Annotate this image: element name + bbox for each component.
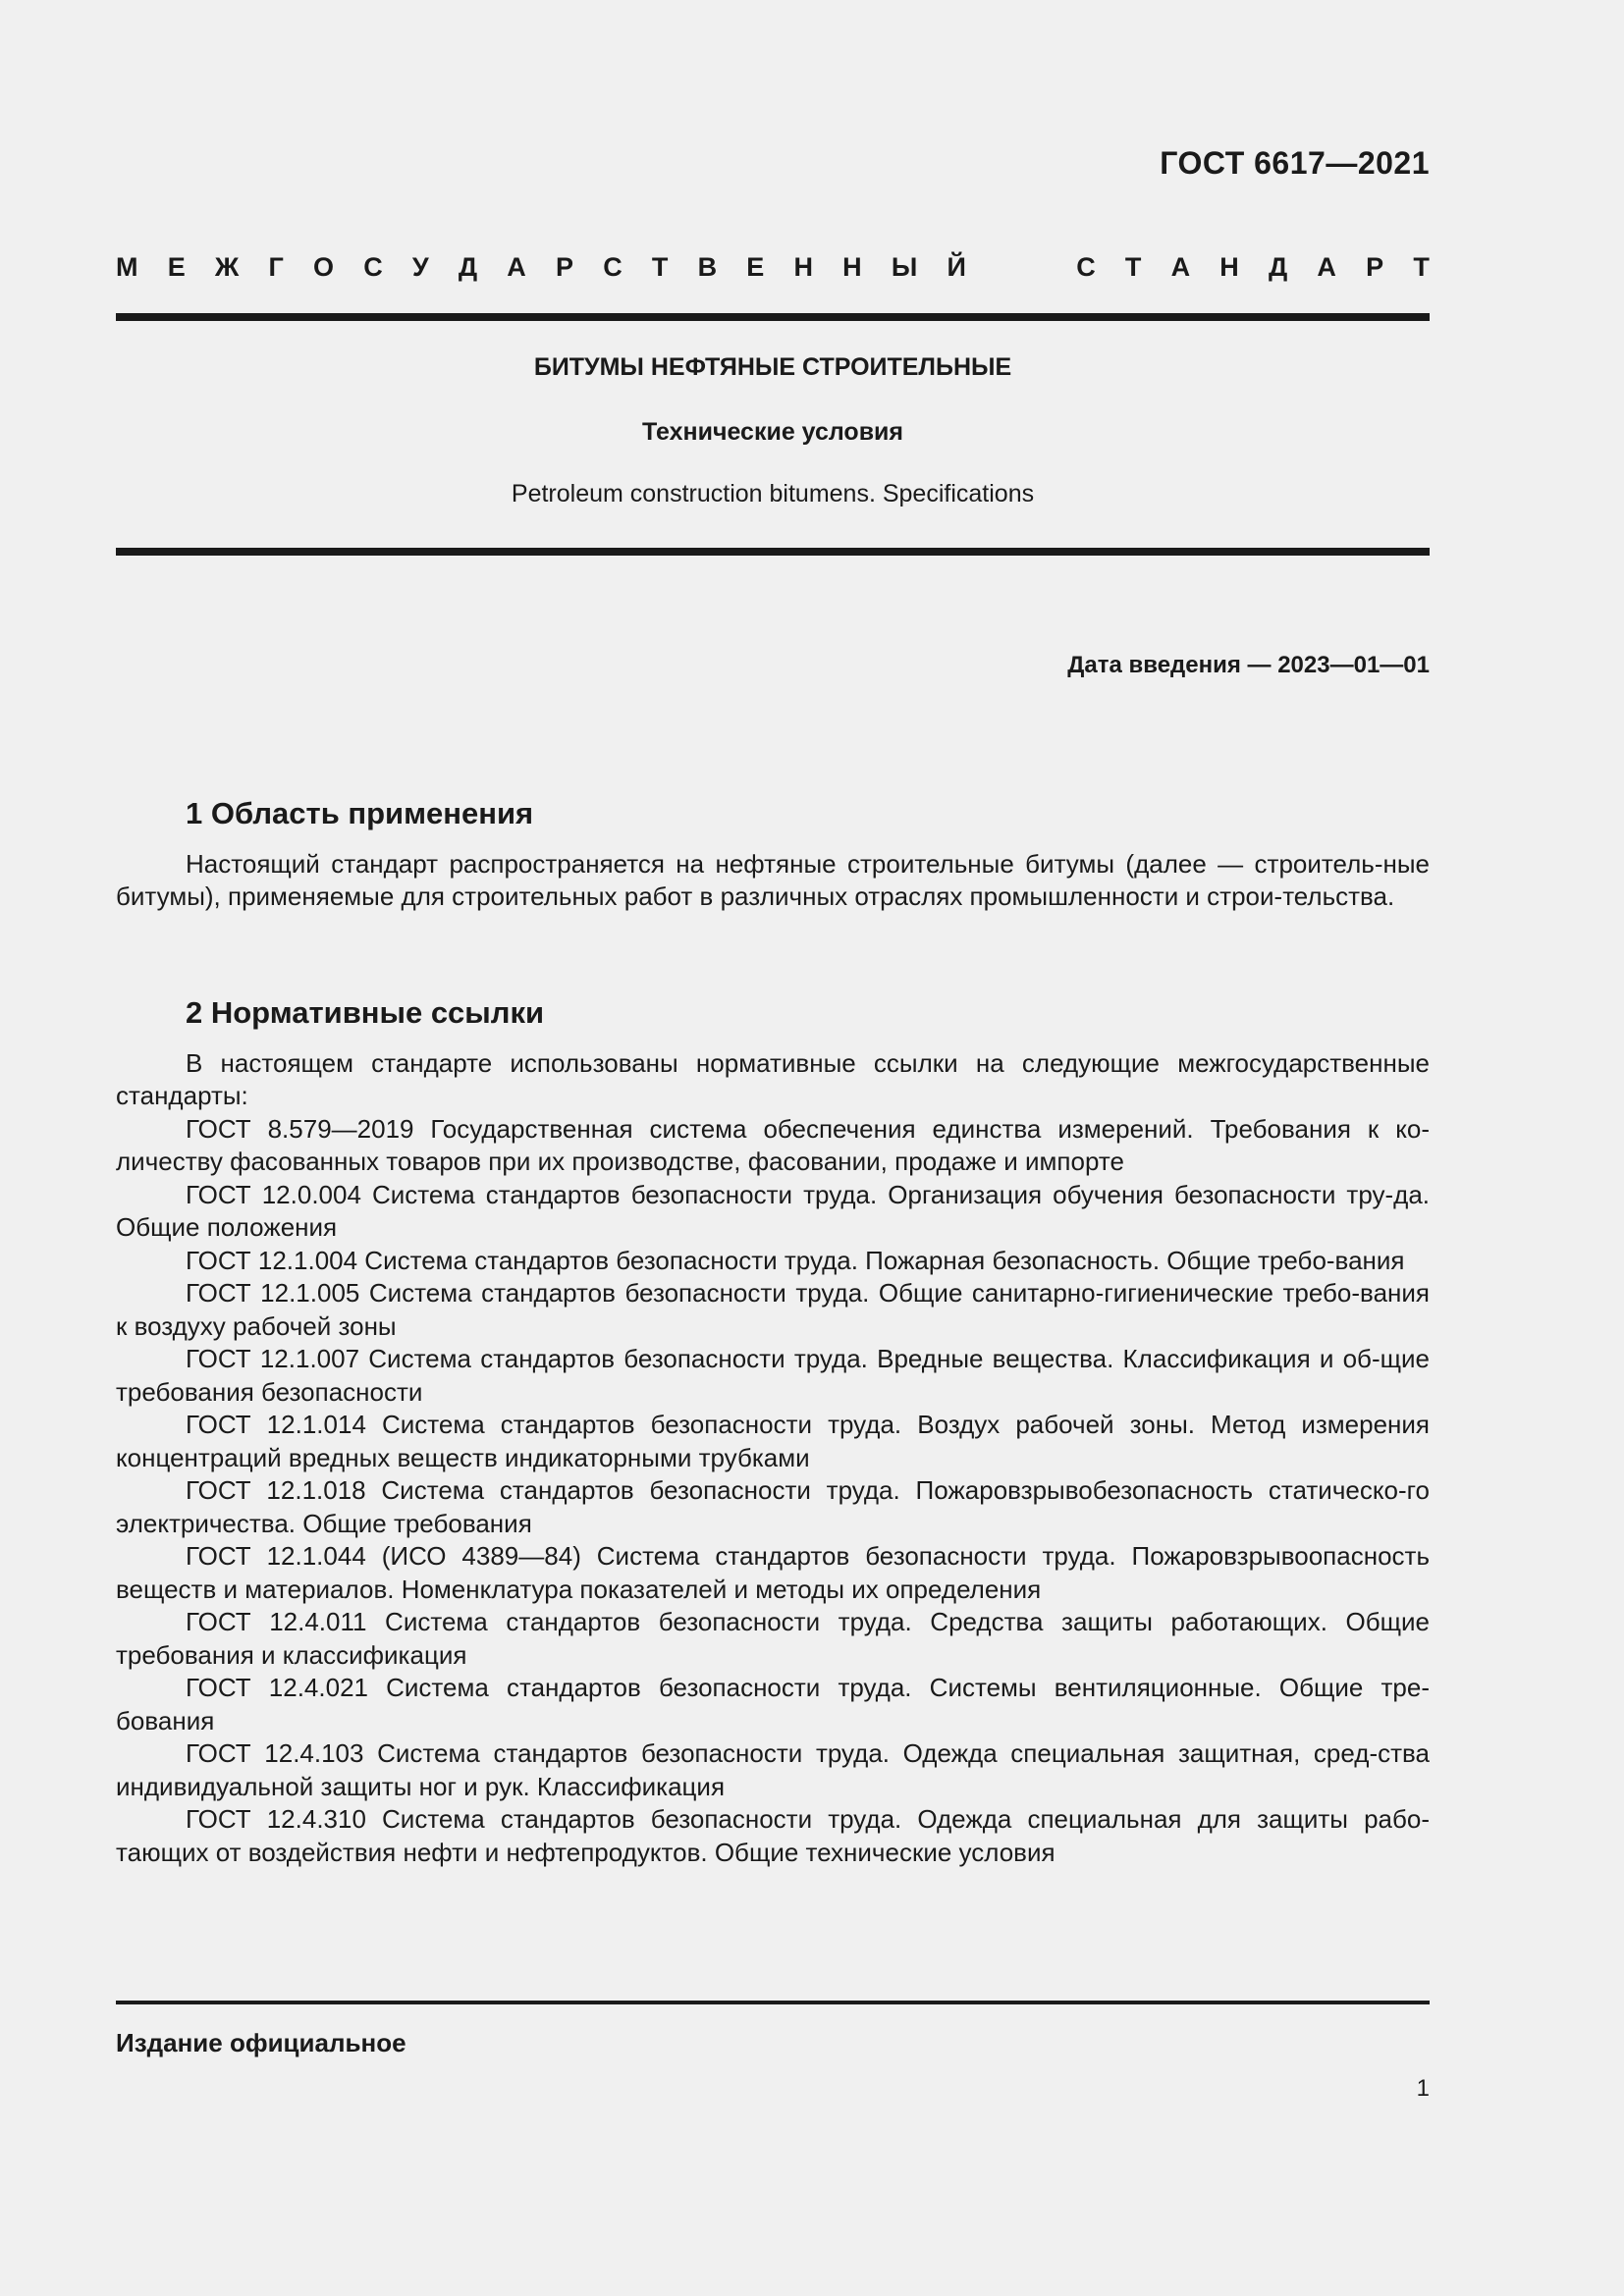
banner-word-gap bbox=[996, 252, 1047, 283]
section-normative-references bbox=[116, 996, 1430, 1869]
banner-letter: О bbox=[312, 252, 334, 282]
section-paragraph: Настоящий стандарт распространяется на нефтяные строительные битумы (далее — строитель-ные битумы), применяемые для строительных работ в различных отраслях промышленности и строи-тельства. bbox=[116, 848, 1430, 911]
banner-letter: Т bbox=[1124, 252, 1142, 282]
banner-letter: Ы bbox=[891, 252, 918, 282]
reference-item: ГОСТ 12.1.007 Система стандартов безопасности труда. Вредные вещества. Классификация и об-щие требования безопасности bbox=[116, 1344, 1430, 1407]
footer-rule bbox=[116, 2001, 1430, 2004]
banner-letter: Н bbox=[793, 252, 813, 282]
banner-letter: А bbox=[507, 252, 526, 282]
banner-letter: Д bbox=[458, 252, 478, 282]
page-number: 1 bbox=[1416, 2075, 1430, 2102]
header-rule bbox=[116, 313, 1430, 321]
section-paragraph: В настоящем стандарте использованы нормативные ссылки на следующие межгосударственные стандарты: bbox=[116, 1047, 1430, 1110]
section-heading: 1 Область применения bbox=[186, 796, 534, 830]
reference-item: ГОСТ 12.1.004 Система стандартов безопасности труда. Пожарная безопасность. Общие требо-вания bbox=[186, 1245, 1405, 1275]
banner-letter: Г bbox=[268, 252, 284, 282]
reference-item: ГОСТ 12.1.005 Система стандартов безопасности труда. Общие санитарно-гигиенические требо-вания к воздуху рабочей зоны bbox=[116, 1278, 1430, 1341]
reference-item: ГОСТ 12.0.004 Система стандартов безопасности труда. Организация обучения безопасности тру-да. Общие положения bbox=[116, 1179, 1430, 1242]
banner-letter: С bbox=[1076, 252, 1096, 282]
document-subtitle: Технические условия bbox=[641, 418, 904, 446]
banner-letter: Й bbox=[947, 252, 966, 282]
banner-letter: Т bbox=[651, 252, 669, 282]
section-heading: 2 Нормативные ссылки bbox=[186, 995, 545, 1030]
reference-item: ГОСТ 8.579—2019 Государственная система обеспечения единства измерений. Требования к ко-личеству фасованных товаров при их производстве, фасовании, продаже и импорте bbox=[116, 1113, 1430, 1176]
reference-item: ГОСТ 12.4.310 Система стандартов безопасности труда. Одежда специальная для защиты рабо-тающих от воздействия нефти и нефтепродуктов. Общие технические условия bbox=[116, 1804, 1430, 1867]
banner-letter: Ж bbox=[214, 252, 240, 282]
introduction-date: Дата введения — 2023—01—01 bbox=[1067, 652, 1430, 678]
banner-letter: М bbox=[116, 252, 138, 282]
banner-letter: У bbox=[411, 252, 429, 282]
reference-item: ГОСТ 12.4.011 Система стандартов безопасности труда. Средства защиты работающих. Общие требования и классификация bbox=[116, 1607, 1430, 1670]
interstate-standard-banner bbox=[116, 252, 1430, 283]
title-rule bbox=[116, 548, 1430, 556]
document-code: ГОСТ 6617—2021 bbox=[1160, 145, 1430, 181]
banner-letter: Н bbox=[1219, 252, 1239, 282]
reference-item: ГОСТ 12.1.018 Система стандартов безопасности труда. Пожаровзрывобезопасность статическо-го электричества. Общие требования bbox=[116, 1475, 1430, 1538]
banner-letter: Е bbox=[167, 252, 186, 282]
banner-letter: С bbox=[603, 252, 623, 282]
banner-letter: Т bbox=[1413, 252, 1430, 282]
banner-letter: В bbox=[697, 252, 718, 282]
reference-item: ГОСТ 12.4.103 Система стандартов безопасности труда. Одежда специальная защитная, сред-ства индивидуальной защиты ног и рук. Классификация bbox=[116, 1738, 1430, 1801]
document-title-english: Petroleum construction bitumens. Specifications bbox=[511, 480, 1035, 507]
official-edition-label: Издание официальное bbox=[116, 2028, 406, 2057]
banner-letter: А bbox=[1317, 252, 1336, 282]
reference-item: ГОСТ 12.1.014 Система стандартов безопасности труда. Воздух рабочей зоны. Метод измерения концентраций вредных веществ индикаторными трубками bbox=[116, 1410, 1430, 1472]
banner-letter: Н bbox=[842, 252, 862, 282]
banner-letter: С bbox=[363, 252, 383, 282]
reference-item: ГОСТ 12.1.044 (ИСО 4389—84) Система стандартов безопасности труда. Пожаровзрывоопасность веществ и материалов. Номенклатура показателей и методы их определения bbox=[116, 1541, 1430, 1604]
banner-letter: Е bbox=[746, 252, 765, 282]
document-title: БИТУМЫ НЕФТЯНЫЕ СТРОИТЕЛЬНЫЕ bbox=[533, 353, 1012, 381]
reference-item: ГОСТ 12.4.021 Система стандартов безопасности труда. Системы вентиляционные. Общие тре-бования bbox=[116, 1673, 1430, 1735]
banner-letter: Р bbox=[1366, 252, 1384, 282]
banner-letter: Р bbox=[555, 252, 573, 282]
section-scope bbox=[116, 797, 1430, 914]
banner-letter: А bbox=[1170, 252, 1191, 282]
banner-letter: Д bbox=[1268, 252, 1288, 282]
